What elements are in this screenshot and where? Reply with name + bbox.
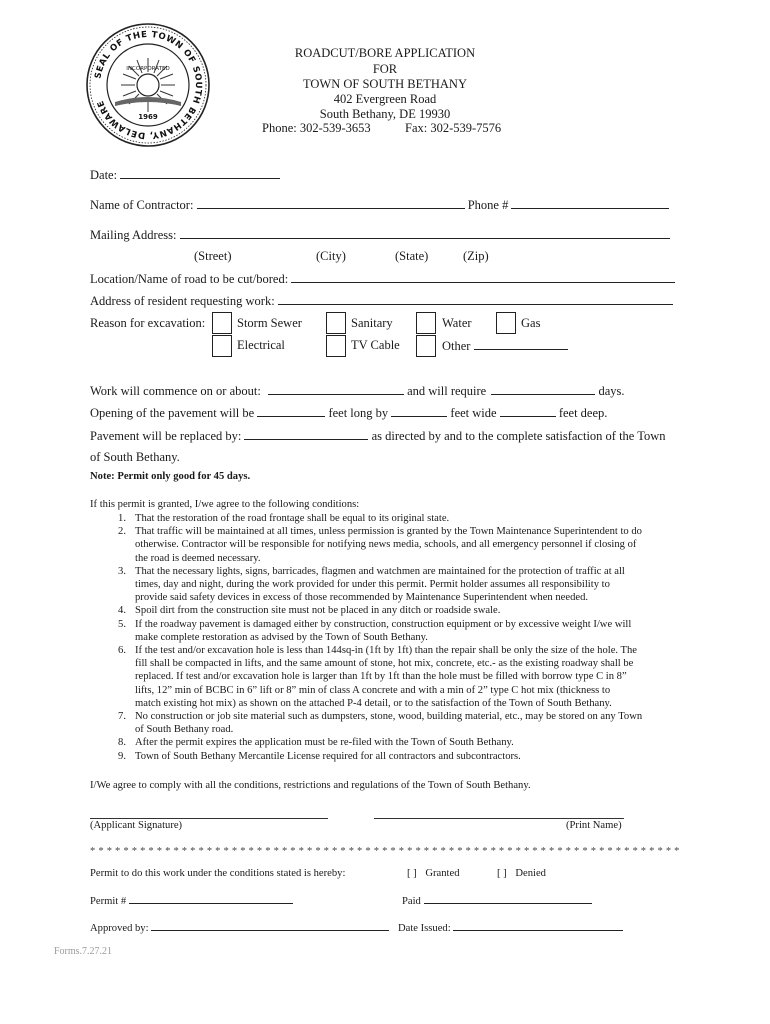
granted-label: Granted [425, 868, 460, 879]
gas-label: Gas [521, 316, 541, 330]
conditions-intro: If this permit is granted, I/we agree to the following conditions: [90, 499, 360, 510]
feet-deep-label: feet deep. [558, 406, 608, 420]
paid-label: Paid [402, 896, 421, 907]
contractor-field[interactable] [197, 197, 465, 209]
form-for: FOR [372, 62, 398, 76]
form-version: Forms.7.27.21 [54, 946, 113, 957]
other-field[interactable] [474, 338, 568, 350]
will-require-label: and will require [407, 384, 487, 398]
tv-cable-checkbox[interactable] [326, 335, 346, 357]
of-south-bethany-label: of South Bethany. [90, 450, 180, 464]
condition-item [108, 604, 683, 617]
condition-text-line: No construction or job site material such as dumpsters, stone, wood, building material, etc., may be stored on any Town [135, 711, 643, 722]
sanitary-checkbox[interactable] [326, 312, 346, 334]
condition-text-line: match existing hot mix) as shown on the attached P-4 detail, or to the satisfaction of the Town of South Bethany. [135, 697, 612, 709]
condition-text-line: That traffic will be maintained at all times, unless permission is granted by the Town Maintenance Superintendent to do [135, 526, 642, 538]
paid-field[interactable] [424, 894, 592, 904]
feet-long-label: feet long by [328, 406, 389, 420]
print-name-caption: (Print Name) [566, 820, 622, 831]
depth-field[interactable] [500, 405, 556, 417]
permit-note: Note: Permit only good for 45 days. [90, 471, 251, 482]
seal-inner-text: INCORPORATED [126, 66, 170, 72]
reason-label: Reason for excavation: [90, 316, 206, 330]
approved-by-field[interactable] [151, 921, 389, 931]
condition-text-line: That the necessary lights, signs, barricades, flagmen and watchmen are maintained for the protection of traffic at all [135, 565, 625, 577]
water-checkbox[interactable] [416, 312, 436, 334]
days-field[interactable] [491, 383, 595, 395]
applicant-signature-caption: (Applicant Signature) [90, 820, 183, 831]
commence-label: Work will commence on or about: [90, 384, 261, 398]
agree-statement: I/We agree to comply with all the conditions, restrictions and regulations of the Town of South Bethany. [90, 780, 531, 791]
condition-text-line: Spoil dirt from the construction site must not be placed in any ditch or roadside swale. [135, 605, 501, 617]
seal-graphic [85, 22, 211, 148]
condition-number: 7. [118, 711, 126, 722]
condition-text-line: If the test and/or excavation hole is less than 144sq-in (1ft by 1ft) than the repair shall be only the size of the hole. The [135, 645, 637, 656]
zip-caption: (Zip) [463, 249, 489, 263]
date-issued-field[interactable] [453, 921, 623, 931]
town-city: South Bethany, DE 19930 [319, 107, 451, 121]
condition-number: 8. [118, 737, 126, 749]
state-caption: (State) [395, 249, 429, 263]
phone-field[interactable] [511, 197, 669, 209]
seal-year: 1969 [138, 113, 158, 121]
condition-text-line: provide said safety devices in excess of those recommended by Maintenance Superintendent when needed. [135, 592, 589, 604]
replaced-field[interactable] [244, 428, 368, 440]
length-field[interactable] [257, 405, 325, 417]
permit-number-field[interactable] [129, 894, 293, 904]
condition-item [108, 644, 683, 710]
condition-item [108, 565, 683, 605]
resident-label: Address of resident requesting work: [90, 294, 275, 308]
width-field[interactable] [391, 405, 447, 417]
electrical-label: Electrical [237, 338, 285, 352]
condition-number: 3. [118, 565, 126, 577]
condition-text-line: fill shall be compacted in lifts, and the same amount of stone, hot mix, concrete, etc.- as the existing roadway shall be [135, 658, 634, 670]
date-field[interactable] [120, 167, 280, 179]
condition-text-line: After the permit expires the application must be re-filed with the Town of South Bethany. [135, 737, 514, 749]
condition-item [108, 512, 683, 525]
location-field[interactable] [291, 271, 675, 283]
condition-number: 1. [118, 513, 126, 524]
condition-text-line: Town of South Bethany Mercantile License required for all contractors and subcontractors. [135, 750, 521, 762]
permit-number-label: Permit # [90, 896, 127, 907]
condition-item [108, 736, 683, 749]
commence-field[interactable] [268, 383, 404, 395]
condition-number: 2. [118, 526, 126, 538]
gas-checkbox[interactable] [496, 312, 516, 334]
condition-number: 6. [118, 645, 126, 656]
condition-text-line: If the roadway pavement is damaged either by construction, construction equipment or by excessive weight I/we will [135, 618, 632, 630]
city-caption: (City) [316, 249, 346, 263]
location-label: Location/Name of road to be cut/bored: [90, 272, 289, 286]
street-caption: (Street) [194, 249, 232, 263]
condition-item [108, 750, 683, 763]
condition-item [108, 525, 683, 565]
condition-text-line: otherwise. Contractor will be responsible for notifying news media, schools, and all emergency personnel if closing of [135, 539, 637, 551]
date-label: Date: [90, 168, 118, 182]
print-name-line[interactable] [374, 818, 624, 819]
mailing-field[interactable] [180, 227, 670, 239]
condition-text-line: the road is deemed necessary. [135, 552, 261, 564]
other-checkbox[interactable] [416, 335, 436, 357]
denied-label: Denied [515, 868, 546, 879]
resident-field[interactable] [278, 293, 673, 305]
approved-by-label: Approved by: [90, 923, 149, 934]
phone-label: Phone # [467, 198, 509, 212]
condition-number: 9. [118, 750, 126, 762]
condition-number: 4. [118, 605, 126, 617]
mailing-label: Mailing Address: [90, 228, 177, 242]
sanitary-label: Sanitary [351, 316, 393, 330]
seal-ring-text: SEAL OF THE TOWN OF SOUTH BETHANY, DELAWARE [93, 29, 204, 141]
condition-number: 5. [118, 618, 126, 630]
opening-label: Opening of the pavement will be [90, 406, 255, 420]
condition-text-line: make complete restoration as advised by the Town of South Bethany. [135, 631, 428, 643]
other-label: Other [442, 339, 471, 353]
directed-label: as directed by and to the complete satisfaction of the Town [371, 429, 666, 443]
tv-cable-label: TV Cable [351, 338, 400, 352]
condition-text-line: of South Bethany road. [135, 724, 234, 736]
condition-text-line: That the restoration of the road frontage shall be equal to its original state. [135, 513, 450, 524]
storm-sewer-label: Storm Sewer [237, 316, 302, 330]
applicant-signature-line[interactable] [90, 818, 328, 819]
condition-text-line: lifts, 12” min of BCBC in 6” lift or 8” min of class A concrete and with a min of 2” type C hot mix (thickness to [135, 684, 611, 696]
separator-stars: * * * * * * * * * * * * * * * * * * * * * * * * * * * * * * * * * * * * * * * * * * * * * * * * * * * * * * * * * * * * * * * * * * * * * * * [90, 846, 680, 857]
permit-statement: Permit to do this work under the conditions stated is hereby: [90, 868, 346, 879]
granted-checkbox[interactable]: [ ] [407, 868, 417, 879]
condition-text-line: replaced. If test and/or excavation hole is larger than 1ft by 1ft than the hole must be filled with borrow type C in 8” [135, 671, 627, 683]
town-fax: Fax: 302-539-7576 [405, 121, 502, 135]
town-address: 402 Evergreen Road [333, 92, 437, 106]
condition-text-line: times, day and night, during the work provided for under this permit. Permit holder assumes all responsibility to [135, 578, 610, 590]
water-label: Water [442, 316, 472, 330]
electrical-checkbox[interactable] [212, 335, 232, 357]
condition-item [108, 618, 683, 644]
contractor-label: Name of Contractor: [90, 198, 194, 212]
town-name: TOWN OF SOUTH BETHANY [302, 77, 467, 91]
form-title: ROADCUT/BORE APPLICATION [294, 46, 476, 60]
town-seal [85, 22, 211, 148]
date-issued-label: Date Issued: [398, 923, 451, 934]
replaced-label: Pavement will be replaced by: [90, 429, 242, 443]
days-label: days. [598, 384, 625, 398]
feet-wide-label: feet wide [450, 406, 497, 420]
town-phone: Phone: 302-539-3653 [262, 121, 371, 135]
denied-checkbox[interactable]: [ ] [497, 868, 507, 879]
condition-item [108, 710, 683, 736]
storm-sewer-checkbox[interactable] [212, 312, 232, 334]
